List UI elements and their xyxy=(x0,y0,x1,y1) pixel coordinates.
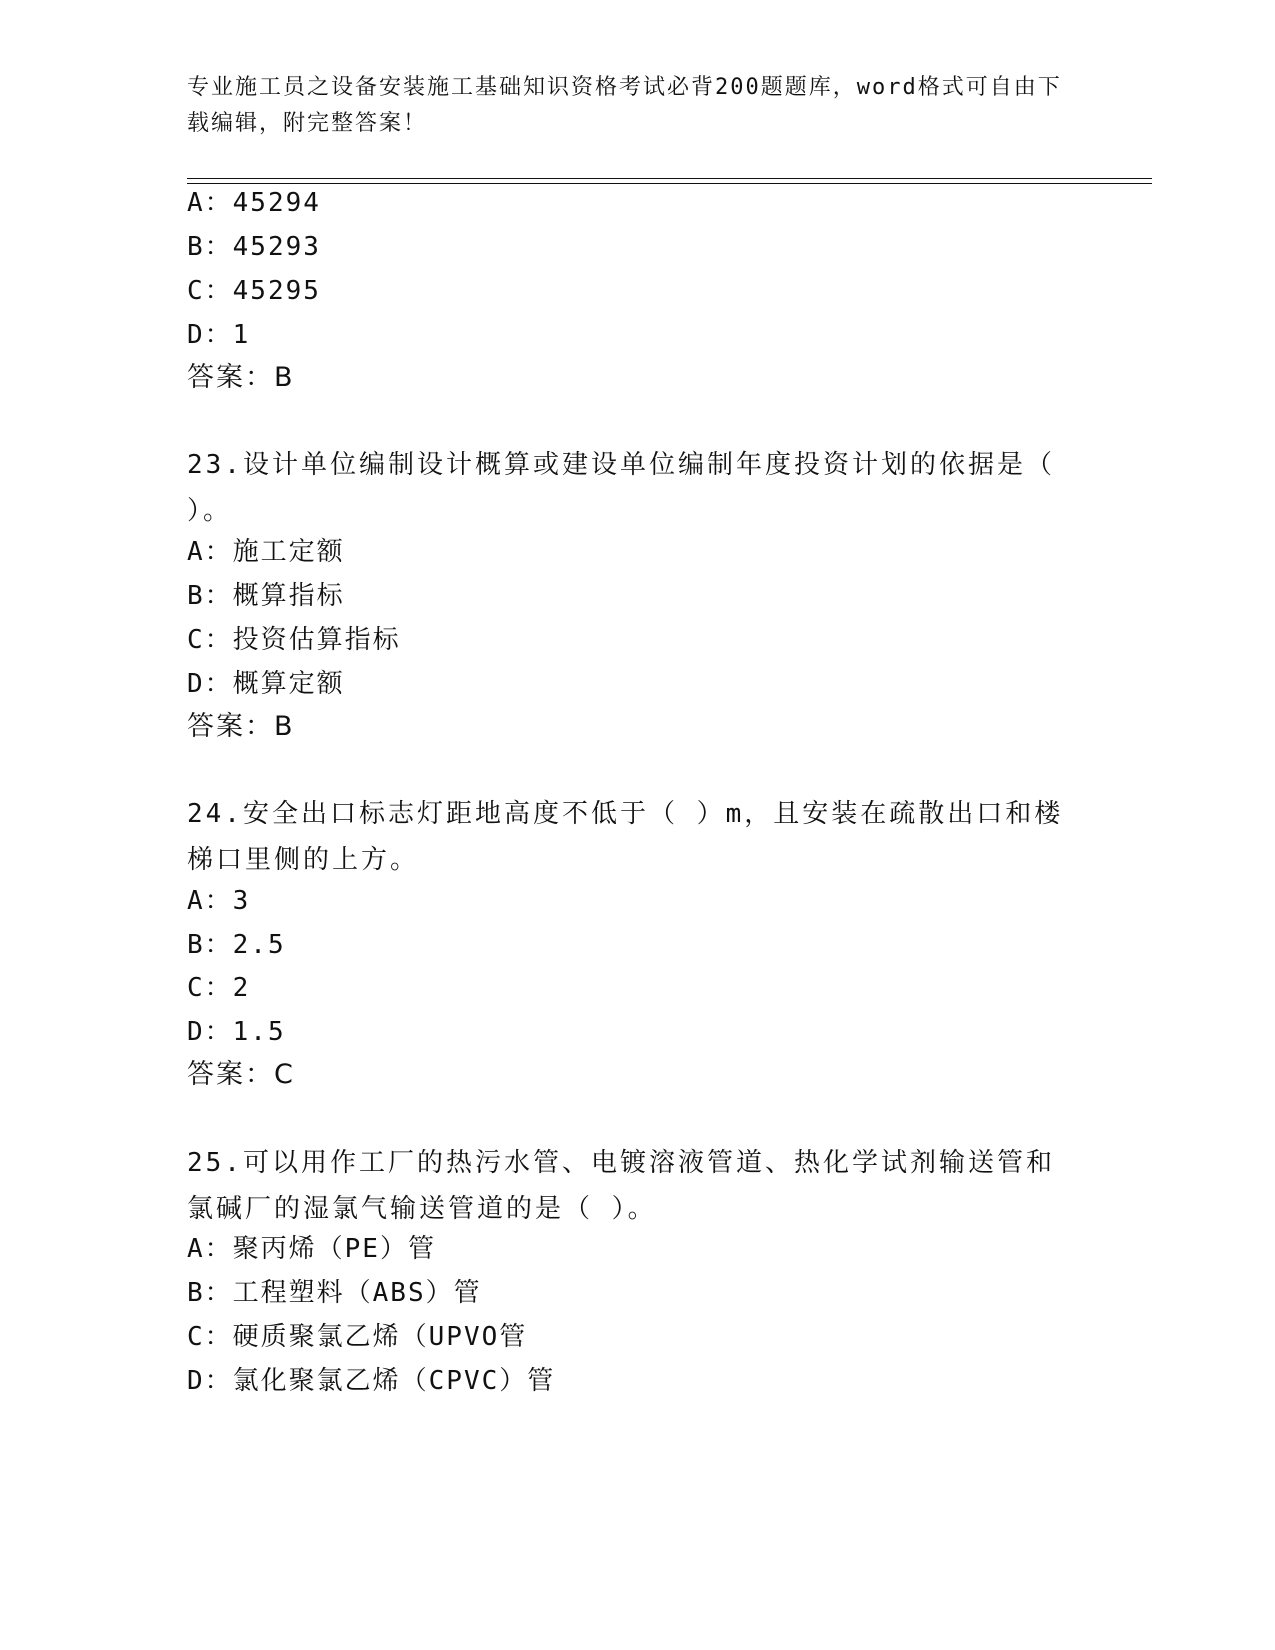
q23-option-d: D：概算定额 xyxy=(187,669,345,699)
q24-answer: 答案：C xyxy=(187,1059,295,1090)
q24-question: 24.安全出口标志灯距地高度不低于（ ）m，且安装在疏散出口和楼梯口里侧的上方。 xyxy=(187,799,1064,875)
q22-answer: 答案：B xyxy=(187,362,295,393)
header-divider-bottom xyxy=(187,183,1152,184)
q22-option-b: B：45293 xyxy=(187,232,321,262)
q22-option-c: C：45295 xyxy=(187,276,321,306)
header-divider-top xyxy=(187,178,1152,179)
q23-option-b: B：概算指标 xyxy=(187,581,345,611)
q25-option-a: A：聚丙烯（PE）管 xyxy=(187,1234,436,1264)
q24-option-d: D：1.5 xyxy=(187,1017,286,1047)
q25-option-b: B：工程塑料（ABS）管 xyxy=(187,1278,482,1308)
q23-answer: 答案：B xyxy=(187,711,295,742)
q23-question: 23.设计单位编制设计概算或建设单位编制年度投资计划的依据是（ ）。 xyxy=(187,450,1055,526)
q24-option-b: B：2.5 xyxy=(187,930,286,960)
q22-option-a: A：45294 xyxy=(187,188,321,218)
q24-option-a: A：3 xyxy=(187,886,251,916)
document-header: 专业施工员之设备安装施工基础知识资格考试必背200题题库，word格式可自由下载编辑，附完整答案！ xyxy=(187,75,1062,136)
q22-option-d: D：1 xyxy=(187,320,251,350)
q25-question: 25.可以用作工厂的热污水管、电镀溶液管道、热化学试剂输送管和氯碱厂的湿氯气输送管道的是（ ）。 xyxy=(187,1148,1055,1224)
q25-option-d: D：氯化聚氯乙烯（CPVC）管 xyxy=(187,1366,556,1396)
q24-option-c: C：2 xyxy=(187,973,251,1003)
q25-option-c: C：硬质聚氯乙烯（UPVO管 xyxy=(187,1322,528,1352)
q23-option-a: A：施工定额 xyxy=(187,537,345,567)
q23-option-c: C：投资估算指标 xyxy=(187,625,401,655)
